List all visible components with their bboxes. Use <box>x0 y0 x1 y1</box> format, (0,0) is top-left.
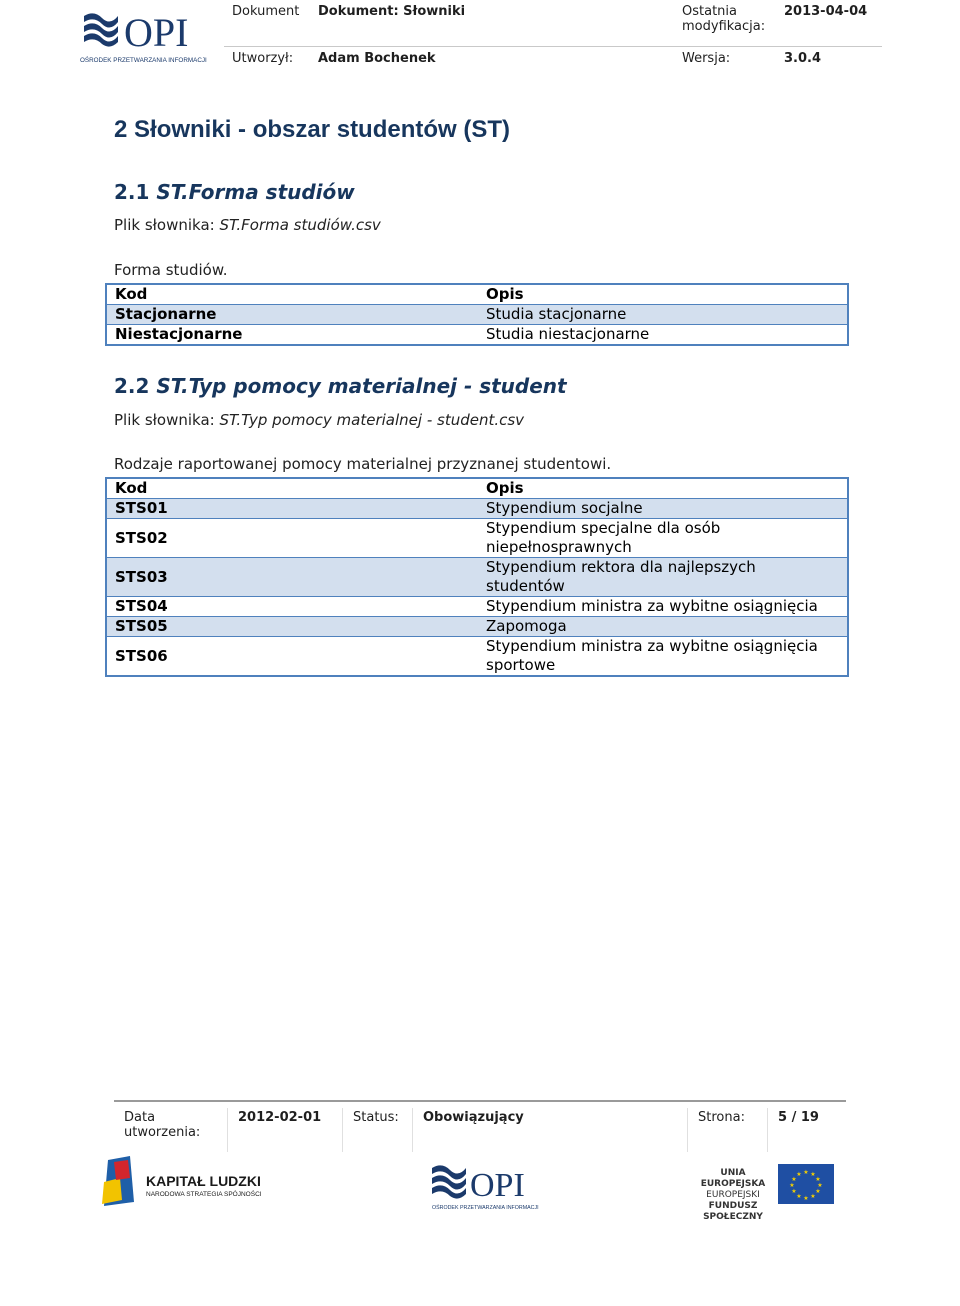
svg-text:★: ★ <box>810 1171 816 1178</box>
cell-opis: Studia niestacjonarne <box>478 325 848 346</box>
column-header-opis: Opis <box>478 284 848 305</box>
cell-kod: STS04 <box>106 597 478 617</box>
svg-text:★: ★ <box>803 1195 809 1202</box>
kapital-ludzki-logo <box>100 1156 270 1210</box>
svg-text:★: ★ <box>789 1182 795 1189</box>
table-row <box>106 597 848 617</box>
modified-label: Ostatnia modyfikacja: <box>682 4 766 34</box>
table-row <box>106 558 848 597</box>
subsection-title: ST.Typ pomocy materialnej - student <box>156 374 567 398</box>
svg-text:★: ★ <box>817 1182 823 1189</box>
version-value: 3.0.4 <box>776 47 882 78</box>
cell-opis: Stypendium ministra za wybitne osiągnięcia <box>478 597 848 617</box>
subsection-title: ST.Forma studiów <box>156 180 355 204</box>
table-row <box>106 637 848 677</box>
status-label: Status: <box>343 1108 413 1152</box>
cell-opis: Stypendium socjalne <box>478 499 848 519</box>
file-info-2 <box>114 411 524 429</box>
dictionary-table-2 <box>105 477 849 677</box>
svg-text:OPI: OPI <box>470 1167 525 1204</box>
description-1: Forma studiów. <box>114 261 228 279</box>
column-header-kod: Kod <box>106 478 478 499</box>
cell-kod: STS05 <box>106 617 478 637</box>
svg-text:★: ★ <box>815 1176 821 1183</box>
created-label: Data utworzenia: <box>114 1108 228 1152</box>
svg-text:★: ★ <box>796 1193 802 1200</box>
svg-text:OŚRODEK PRZETWARZANIA INFORMAC: OŚRODEK PRZETWARZANIA INFORMACJI <box>432 1205 539 1211</box>
table-row <box>106 499 848 519</box>
cell-opis: Stypendium rektora dla najlepszych studentów <box>478 558 848 597</box>
page-label: Strona: <box>688 1108 768 1152</box>
svg-text:★: ★ <box>791 1188 797 1195</box>
svg-text:NARODOWA STRATEGIA SPÓJNOŚCI: NARODOWA STRATEGIA SPÓJNOŚCI <box>146 1191 262 1198</box>
header-table <box>224 0 882 77</box>
table-row <box>106 305 848 325</box>
eu-text <box>690 1168 776 1223</box>
table-row <box>106 617 848 637</box>
svg-text:★: ★ <box>803 1169 809 1176</box>
section-heading: 2 Słowniki - obszar studentów (ST) <box>114 116 511 143</box>
eu-flag-icon <box>778 1164 834 1204</box>
cell-kod: STS03 <box>106 558 478 597</box>
file-label: Plik słownika: <box>114 411 220 429</box>
table-header-row <box>106 478 848 499</box>
column-header-opis: Opis <box>478 478 848 499</box>
file-info-1 <box>114 216 381 234</box>
description-2: Rodzaje raportowanej pomocy materialnej przyznanej studentowi. <box>114 455 612 473</box>
table-row <box>106 325 848 346</box>
document-label: Dokument <box>232 4 300 19</box>
page-number: 5 / 19 <box>778 1110 819 1125</box>
subsection-number: 2.2 <box>114 374 157 398</box>
table-row <box>106 519 848 558</box>
subsection-number: 2.1 <box>114 180 157 204</box>
cell-opis: Zapomoga <box>478 617 848 637</box>
cell-kod: STS02 <box>106 519 478 558</box>
document-value: Dokument: Słowniki <box>318 4 466 19</box>
svg-text:OŚRODEK PRZETWARZANIA INFORMAC: OŚRODEK PRZETWARZANIA INFORMACJI <box>80 57 207 64</box>
footer-divider <box>114 1100 846 1102</box>
dictionary-table-1 <box>105 283 849 346</box>
cell-kod: Stacjonarne <box>106 305 478 325</box>
footer-table <box>114 1108 838 1152</box>
eu-line-3: FUNDUSZ SPOŁECZNY <box>703 1201 763 1222</box>
subsection-heading-1 <box>114 180 355 204</box>
cell-kod: Niestacjonarne <box>106 325 478 346</box>
cell-kod: STS06 <box>106 637 478 677</box>
cell-kod: STS01 <box>106 499 478 519</box>
svg-text:★: ★ <box>796 1171 802 1178</box>
eu-line-1: UNIA EUROPEJSKA <box>700 1168 766 1189</box>
svg-text:KAPITAŁ LUDZKI: KAPITAŁ LUDZKI <box>146 1173 261 1189</box>
author-value: Adam Bochenek <box>310 47 674 78</box>
subsection-heading-2 <box>114 374 567 398</box>
created-value: 2012-02-01 <box>228 1108 343 1152</box>
file-name: ST.Typ pomocy materialnej - student.csv <box>219 411 525 429</box>
svg-text:★: ★ <box>815 1188 821 1195</box>
opi-logo <box>80 6 212 64</box>
svg-text:★: ★ <box>791 1176 797 1183</box>
file-label: Plik słownika: <box>114 216 220 234</box>
author-label: Utworzył: <box>224 47 310 78</box>
svg-text:★: ★ <box>810 1193 816 1200</box>
status-value: Obowiązujący <box>413 1108 688 1152</box>
cell-opis: Studia stacjonarne <box>478 305 848 325</box>
table-header-row <box>106 284 848 305</box>
cell-opis: Stypendium ministra za wybitne osiągnięcia sportowe <box>478 637 848 677</box>
modified-value: 2013-04-04 <box>784 4 868 19</box>
file-name: ST.Forma studiów.csv <box>219 216 381 234</box>
version-label: Wersja: <box>674 47 776 78</box>
eu-line-2: EUROPEJSKI <box>706 1190 760 1200</box>
cell-opis: Stypendium specjalne dla osób niepełnosprawnych <box>478 519 848 558</box>
svg-text:OPI: OPI <box>124 10 189 55</box>
column-header-kod: Kod <box>106 284 478 305</box>
opi-footer-logo <box>430 1162 544 1212</box>
